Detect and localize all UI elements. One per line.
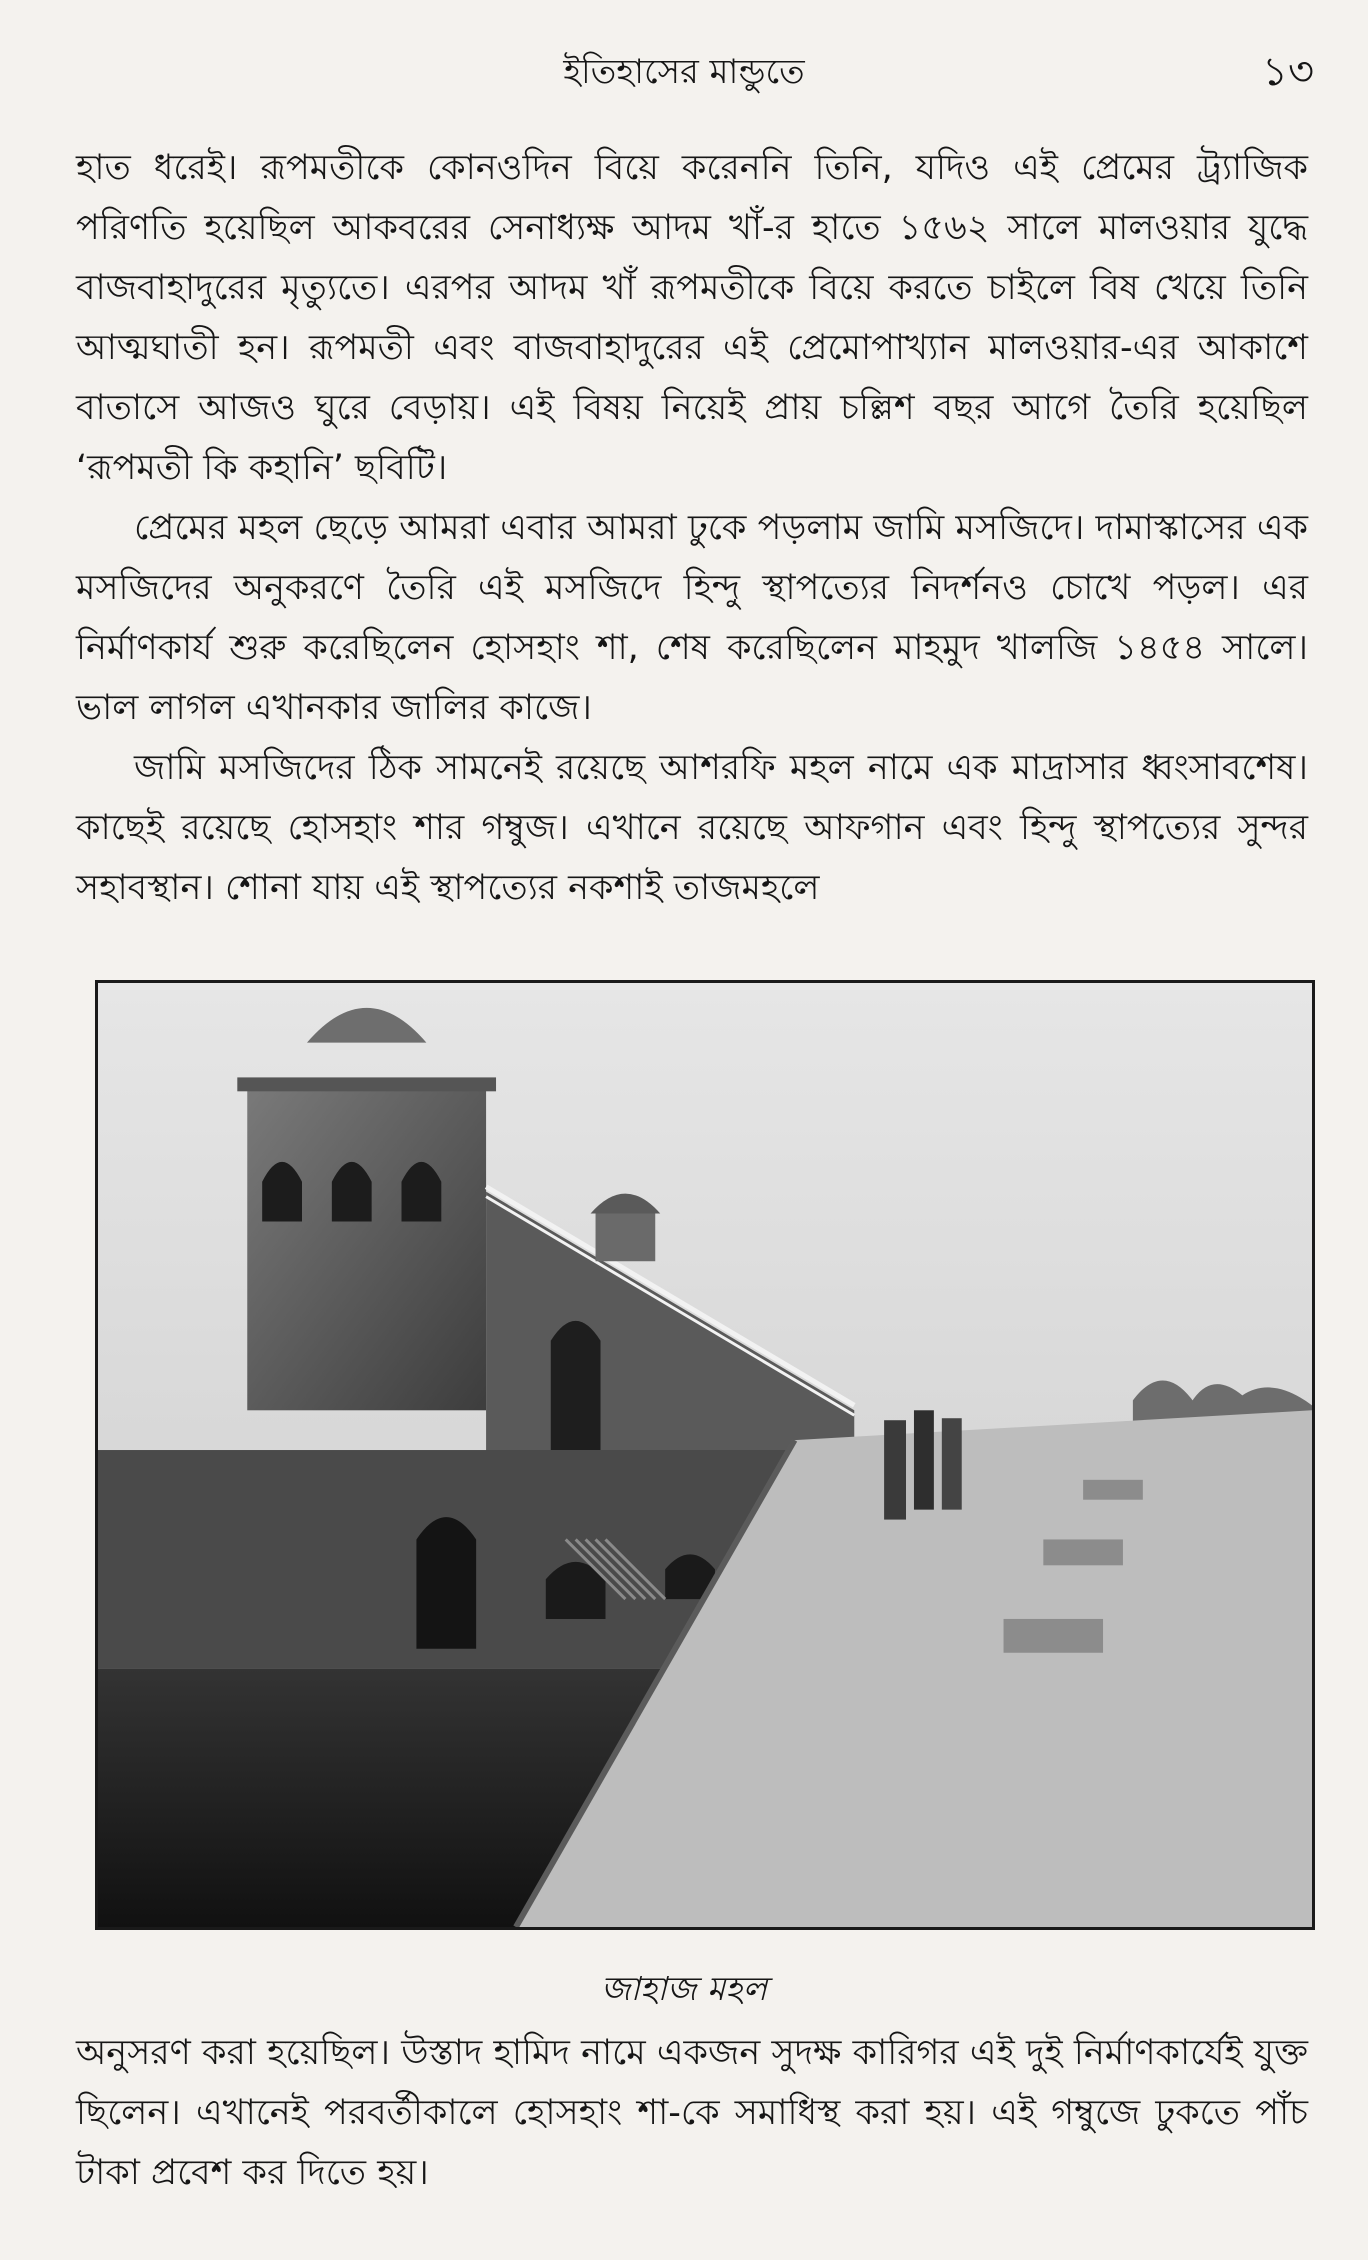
paragraph: জামি মসজিদের ঠিক সামনেই রয়েছে আশরফি মহল নামে এক মাদ্রাসার ধ্বংসাবশেষ। কাছেই রয়েছে হোসহাং শার গম্বুজ। এখানে রয়েছে আফগান এবং হিন্দু স্থাপত্যের সুন্দর সহাবস্থান। শোনা যায় এই স্থাপত্যের নকশাই তাজমহলে bbox=[76, 748, 1308, 908]
running-title: ইতিহাসের মান্ডুতে bbox=[563, 52, 805, 92]
paragraph: প্রেমের মহল ছেড়ে আমরা এবার আমরা ঢুকে পড়লাম জামি মসজিদে। দামাস্কাসের এক মসজিদের অনুকরণে তৈরি এই মসজিদে হিন্দু স্থাপত্যের নিদর্শনও চোখে পড়ল। এর নির্মাণকার্য শুরু করেছিলেন হোসহাং শা, শেষ করেছিলেন মাহমুদ খালজি ১৪৫৪ সালে। ভাল লাগল এখানকার জালির কাজে। bbox=[76, 508, 1308, 728]
body-text-top bbox=[76, 138, 1308, 918]
paragraph: অনুসরণ করা হয়েছিল। উস্তাদ হামিদ নামে একজন সুদক্ষ কারিগর এই দুই নির্মাণকার্যেই যুক্ত ছিলেন। এখানেই পরবর্তীকালে হোসহাং শা-কে সমাধিস্থ করা হয়। এই গম্বুজে ঢুকতে পাঁচ টাকা প্রবেশ কর দিতে হয়। bbox=[76, 2033, 1308, 2193]
page-header bbox=[0, 40, 1368, 100]
monument-photo-illustration bbox=[98, 983, 1312, 1927]
body-text-bottom bbox=[76, 2023, 1308, 2203]
paragraph: হাত ধরেই। রূপমতীকে কোনওদিন বিয়ে করেননি তিনি, যদিও এই প্রেমের ট্র্যাজিক পরিণতি হয়েছিল আকবরের সেনাধ্যক্ষ আদম খাঁ-র হাতে ১৫৬২ সালে মালওয়ার যুদ্ধে বাজবাহাদুরের মৃত্যুতে। এরপর আদম খাঁ রূপমতীকে বিয়ে করতে চাইলে বিষ খেয়ে তিনি আত্মঘাতী হন। রূপমতী এবং বাজবাহাদুরের এই প্রেমোপাখ্যান মালওয়ার-এর আকাশে বাতাসে আজও ঘুরে বেড়ায়। এই বিষয় নিয়েই প্রায় চল্লিশ বছর আগে তৈরি হয়েছিল ‘রূপমতী কি কহানি’ ছবিটি। bbox=[76, 148, 1308, 488]
page-number: ১৩ bbox=[1262, 49, 1314, 95]
jahaz-mahal-photo bbox=[95, 980, 1315, 1930]
figure-caption: জাহাজ মহল bbox=[600, 1969, 768, 2008]
